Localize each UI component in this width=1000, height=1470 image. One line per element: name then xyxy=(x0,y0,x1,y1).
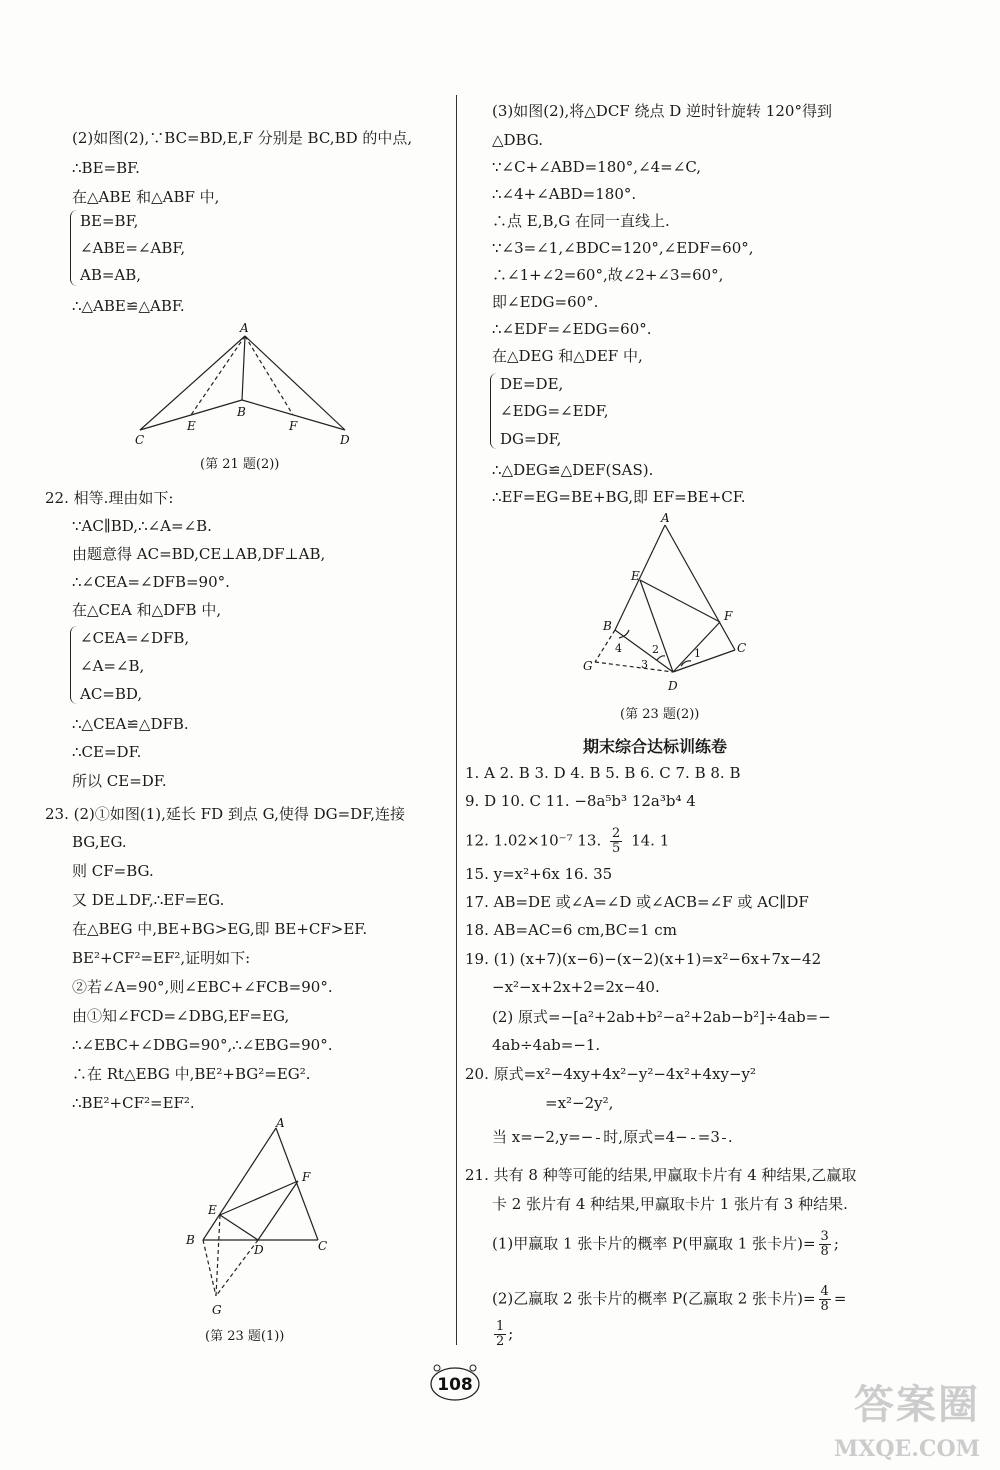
text-line: 由题意得 AC=BD,CE⊥AB,DF⊥AB, xyxy=(72,545,326,563)
answer-line: −x²−x+2x+2=2x−40. xyxy=(492,978,660,996)
fraction-denominator: 5 xyxy=(612,841,621,856)
brace xyxy=(490,373,497,449)
angle-label-3: 3 xyxy=(641,658,648,671)
answer-line: 1. A 2. B 3. D 4. B 5. B 6. C 7. B 8. B xyxy=(465,764,741,782)
label-B: B xyxy=(603,619,612,633)
fraction xyxy=(691,1138,695,1139)
text-line: ∴∠EDF=∠EDG=60°. xyxy=(492,320,652,338)
answer-line: =x²−2y², xyxy=(545,1094,614,1112)
text-line: ∴△ABE≌△ABF. xyxy=(72,297,185,315)
text-line: DG=DF, xyxy=(500,430,562,448)
text-line: 23. (2)①如图(1),延长 FD 到点 G,使得 DG=DF,连接 xyxy=(45,805,406,823)
text-line: DE=DE, xyxy=(500,375,564,393)
text-line: ∠EDG=∠EDF, xyxy=(500,402,609,420)
label-E: E xyxy=(187,419,196,433)
answer-line: 15. y=x²+6x 16. 35 xyxy=(465,865,613,883)
text-line: 即∠EDG=60°. xyxy=(492,293,599,311)
label-A: A xyxy=(240,321,249,335)
text-line: ∴CE=DF. xyxy=(72,743,142,761)
text-line: ∴BE²+CF²=EF². xyxy=(72,1094,195,1112)
fraction-numerator: 3 xyxy=(820,1229,829,1244)
fraction xyxy=(494,1320,506,1349)
text-line: ∴∠CEA=∠DFB=90°. xyxy=(72,573,230,591)
label-C: C xyxy=(737,641,747,655)
text-line: ∴△DEG≌△DEF(SAS). xyxy=(492,461,654,479)
label-B: B xyxy=(186,1233,195,1247)
figure-caption: (第 21 题(2)) xyxy=(200,457,280,472)
answer-line xyxy=(492,1230,839,1259)
text-line: ∵∠3=∠1,∠BDC=120°,∠EDF=60°, xyxy=(492,239,754,257)
label-D: D xyxy=(340,433,350,447)
answer-line: 21. 共有 8 种等可能的结果,甲赢取卡片有 4 种结果,乙赢取 xyxy=(465,1166,857,1184)
label-F: F xyxy=(289,419,298,433)
column-divider xyxy=(456,95,457,1345)
fraction-denominator: 8 xyxy=(820,1244,829,1259)
text-line: 在△CEA 和△DFB 中, xyxy=(72,601,222,619)
figure-caption: (第 23 题(2)) xyxy=(620,707,700,722)
answer-text: 当 x=−2,y=− xyxy=(492,1128,594,1146)
page-number-badge xyxy=(425,1360,485,1404)
answer-line xyxy=(492,1127,733,1147)
figure-caption: (第 23 题(1)) xyxy=(205,1329,285,1344)
text-line: ②若∠A=90°,则∠EBC+∠FCB=90°. xyxy=(72,978,333,996)
watermark-logo: 答案圈 xyxy=(854,1381,980,1428)
text-line: BG,EG. xyxy=(72,833,127,851)
label-A: A xyxy=(661,511,670,525)
page-number: 108 xyxy=(437,1375,473,1395)
fraction xyxy=(819,1230,831,1259)
text-line: ∵AC∥BD,∴∠A=∠B. xyxy=(72,517,212,535)
label-D: D xyxy=(254,1243,264,1257)
answer-text: (1)甲赢取 1 张卡片的概率 P(甲赢取 1 张卡片)= xyxy=(492,1234,816,1253)
text-line: 在△DEG 和△DEF 中, xyxy=(492,347,643,365)
answer-line xyxy=(492,1320,513,1349)
answer-line: 18. AB=AC=6 cm,BC=1 cm xyxy=(465,921,677,939)
brace xyxy=(70,626,77,704)
label-A: A xyxy=(276,1118,285,1130)
label-G: G xyxy=(583,659,593,673)
text-line: AB=AB, xyxy=(80,266,142,284)
answer-line: 17. AB=DE 或∠A=∠D 或∠ACB=∠F 或 AC∥DF xyxy=(465,893,809,911)
answer-line xyxy=(492,1285,846,1314)
answer-text: = xyxy=(833,1289,847,1308)
answer-text: 12. 1.02×10⁻⁷ 13. xyxy=(465,831,602,850)
text-line: ∴∠EBC+∠DBG=90°,∴∠EBG=90°. xyxy=(72,1036,333,1054)
label-C: C xyxy=(135,433,145,447)
text-line: (3)如图(2),将△DCF 绕点 D 逆时针旋转 120°得到 xyxy=(492,102,832,120)
fraction-numerator xyxy=(691,1138,695,1139)
fraction xyxy=(722,1138,726,1139)
label-C: C xyxy=(318,1239,328,1253)
text-line: 则 CF=BG. xyxy=(72,862,154,880)
text-line: BE²+CF²=EF²,证明如下: xyxy=(72,949,251,967)
text-line: (2)如图(2),∵BC=BD,E,F 分别是 BC,BD 的中点, xyxy=(72,129,413,147)
answer-text: 14. 1 xyxy=(631,831,670,850)
figure-23-2 xyxy=(575,510,765,695)
label-F: F xyxy=(724,609,733,623)
text-line: ∴BE=BF. xyxy=(72,159,140,177)
text-line: ∴△CEA≌△DFB. xyxy=(72,715,189,733)
answer-line: 4ab÷4ab=−1. xyxy=(492,1036,601,1054)
brace xyxy=(70,210,77,286)
answer-text: =3 xyxy=(697,1128,720,1146)
fraction xyxy=(596,1138,600,1139)
text-line: ∠A=∠B, xyxy=(80,657,145,675)
fraction-numerator: 4 xyxy=(820,1284,829,1299)
answer-text: ; xyxy=(508,1324,514,1343)
answer-text: (2)乙赢取 2 张卡片的概率 P(乙赢取 2 张卡片)= xyxy=(492,1289,816,1308)
label-G: G xyxy=(212,1303,222,1317)
text-line: ∴∠1+∠2=60°,故∠2+∠3=60°, xyxy=(492,266,724,284)
text-line: AC=BD, xyxy=(80,685,143,703)
text-line: 所以 CE=DF. xyxy=(72,772,167,790)
fraction-denominator: 8 xyxy=(820,1299,829,1314)
label-B: B xyxy=(237,405,246,419)
text-line: ∴在 Rt△EBG 中,BE²+BG²=EG². xyxy=(72,1065,311,1083)
text-line: ∠CEA=∠DFB, xyxy=(80,629,190,647)
fraction xyxy=(610,827,622,856)
text-line: 在△BEG 中,BE+BG>EG,即 BE+CF>EF. xyxy=(72,920,368,938)
label-E: E xyxy=(631,569,640,583)
answer-line: 卡 2 张片有 4 种结果,甲赢取卡片 1 张片有 3 种结果. xyxy=(492,1195,848,1213)
watermark-url: MXQE.COM xyxy=(833,1436,980,1462)
text-line: ∴∠4+∠ABD=180°. xyxy=(492,185,637,203)
text-line: 由①知∠FCD=∠DBG,EF=EG, xyxy=(72,1007,290,1025)
text-line: 又 DE⊥DF,∴EF=EG. xyxy=(72,891,225,909)
answer-text: . xyxy=(727,1128,733,1146)
label-E: E xyxy=(208,1203,217,1217)
answer-line: 20. 原式=x²−4xy+4x²−y²−4x²+4xy−y² xyxy=(465,1065,757,1083)
fraction-numerator: 2 xyxy=(612,826,621,841)
text-line: BE=BF, xyxy=(80,212,139,230)
answer-line xyxy=(465,827,669,856)
text-line: ∠ABE=∠ABF, xyxy=(80,239,186,257)
label-D: D xyxy=(668,679,678,693)
text-line: 22. 相等.理由如下: xyxy=(45,489,174,507)
fraction-numerator xyxy=(596,1138,600,1139)
text-line: △DBG. xyxy=(492,131,544,149)
angle-label-2: 2 xyxy=(652,643,659,656)
answer-line: 19. (1) (x+7)(x−6)−(x−2)(x+1)=x²−6x+7x−42 xyxy=(465,950,822,968)
section-title: 期末综合达标训练卷 xyxy=(583,737,728,756)
answer-text: 时,原式=4− xyxy=(603,1128,688,1146)
text-line: ∴点 E,B,G 在同一直线上. xyxy=(492,212,670,230)
label-F: F xyxy=(302,1170,311,1184)
figure-21-2 xyxy=(125,318,365,448)
text-line: ∴EF=EG=BE+BG,即 EF=BE+CF. xyxy=(492,488,746,506)
fraction xyxy=(819,1285,831,1314)
text-line: ∵∠C+∠ABD=180°,∠4=∠C, xyxy=(492,158,702,176)
fraction-denominator: 2 xyxy=(496,1334,505,1349)
fraction-numerator xyxy=(722,1138,726,1139)
answer-text: ; xyxy=(833,1234,839,1253)
figure-23-1 xyxy=(178,1118,338,1323)
angle-label-4: 4 xyxy=(615,642,622,655)
text-line: 在△ABE 和△ABF 中, xyxy=(72,188,220,206)
answer-line: 9. D 10. C 11. −8a⁵b³ 12a³b⁴ 4 xyxy=(465,792,696,810)
angle-label-1: 1 xyxy=(694,647,701,660)
fraction-numerator: 1 xyxy=(496,1319,505,1334)
answer-line: (2) 原式=−[a²+2ab+b²−a²+2ab−b²]÷4ab=− xyxy=(492,1008,831,1026)
